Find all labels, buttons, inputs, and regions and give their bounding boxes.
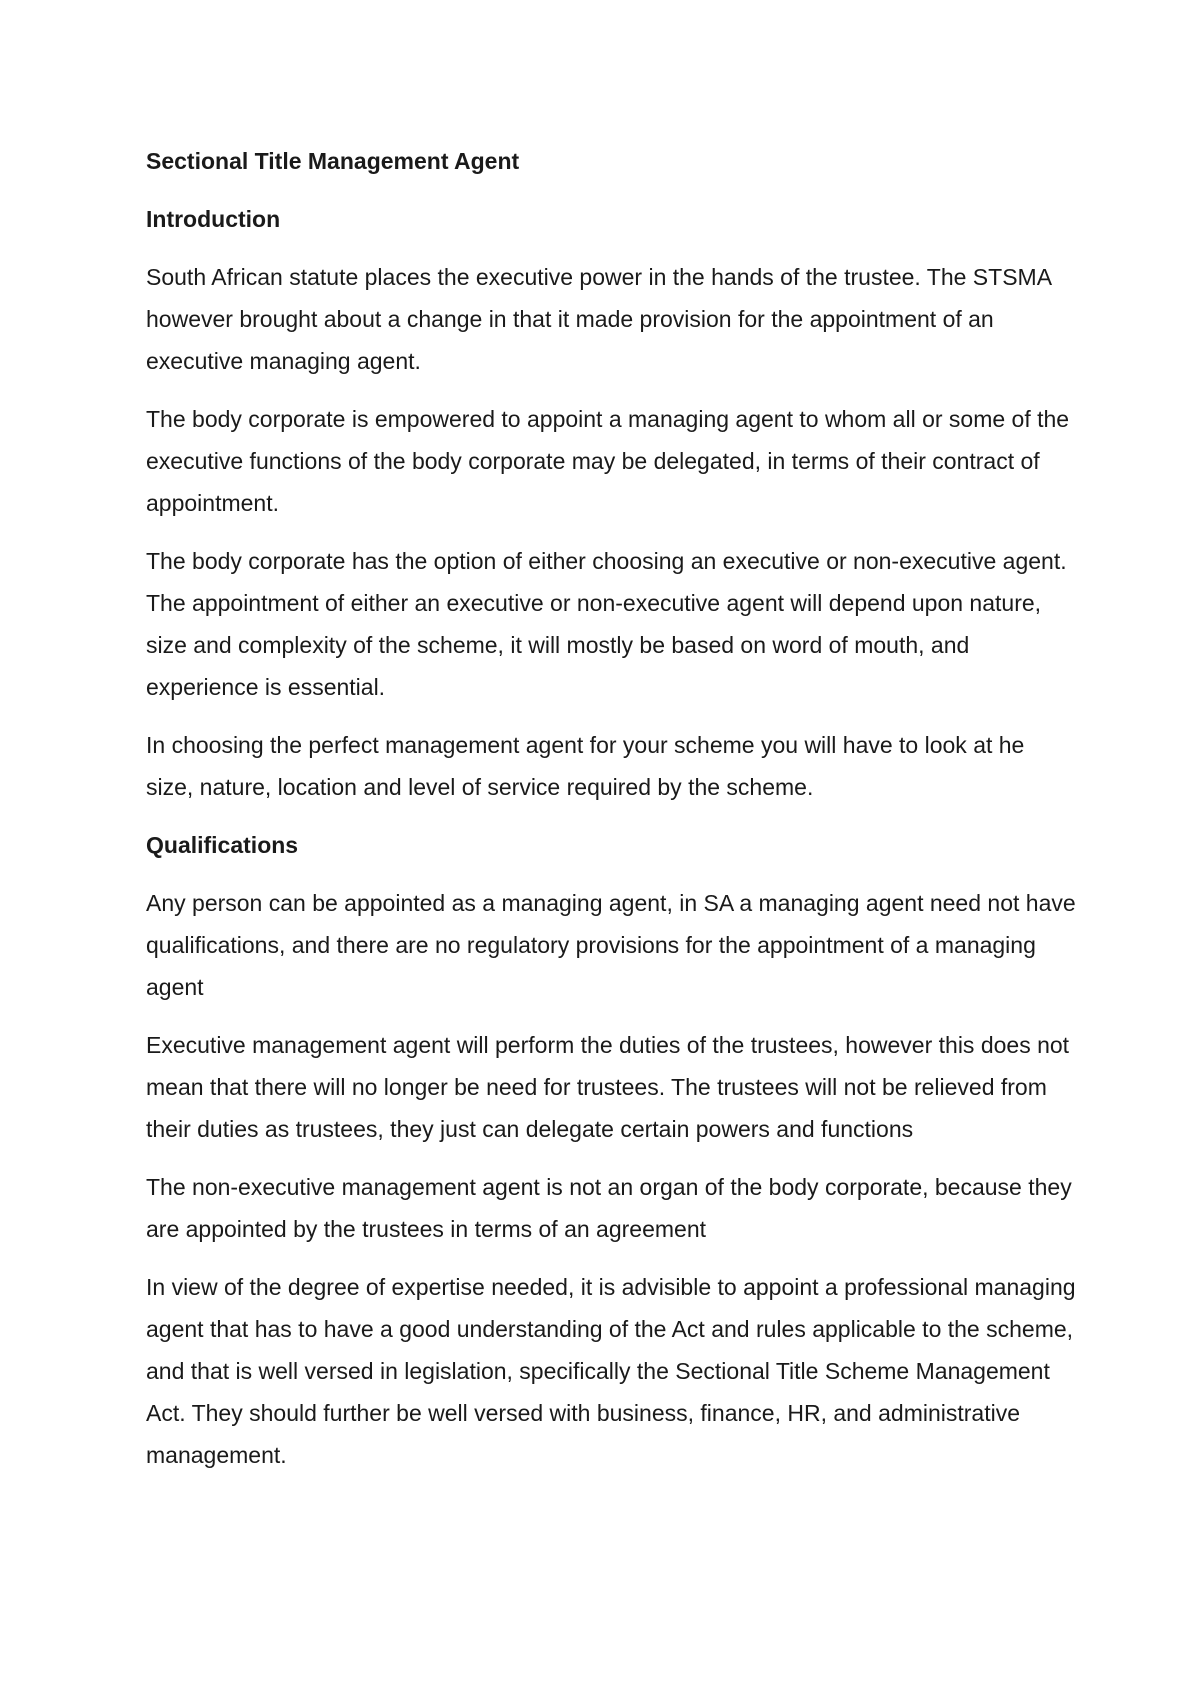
section-heading-introduction: Introduction	[146, 206, 281, 232]
section-heading-qualifications: Qualifications	[146, 832, 299, 858]
paragraph: Executive management agent will perform the duties of the trustees, however this does not mean that there will no longer be need for trustees. The trustees will not be relieved from their duties as trustees, they just can delegate certain powers and functions	[146, 1032, 1070, 1142]
paragraph: The non-executive management agent is not an organ of the body corporate, because they are appointed by the trustees in terms of an agreement	[146, 1174, 1072, 1242]
paragraph: The body corporate is empowered to appoint a managing agent to whom all or some of the executive functions of the body corporate may be delegated, in terms of their contract of appointment.	[146, 406, 1070, 516]
paragraph: In choosing the perfect management agent for your scheme you will have to look at he size, nature, location and level of service required by the scheme.	[146, 732, 1025, 800]
paragraph: The body corporate has the option of either choosing an executive or non-executive agent. The appointment of either an executive or non-executive agent will depend upon nature, size and complexity of the scheme, it will mostly be based on word of mouth, and experience is essential.	[146, 548, 1067, 700]
paragraph: South African statute places the executive power in the hands of the trustee. The STSMA however brought about a change in that it made provision for the appointment of an executive managing agent.	[146, 264, 1051, 374]
document-body	[146, 140, 1076, 1492]
paragraph: In view of the degree of expertise needed, it is advisible to appoint a professional managing agent that has to have a good understanding of the Act and rules applicable to the scheme, and that is well versed in legislation, specifically the Sectional Title Scheme Management Act. They should further be well versed with business, finance, HR, and administrative management.	[146, 1274, 1076, 1468]
paragraph: Any person can be appointed as a managing agent, in SA a managing agent need not have qualifications, and there are no regulatory provisions for the appointment of a managing agent	[146, 890, 1076, 1000]
document-title: Sectional Title Management Agent	[146, 148, 520, 174]
